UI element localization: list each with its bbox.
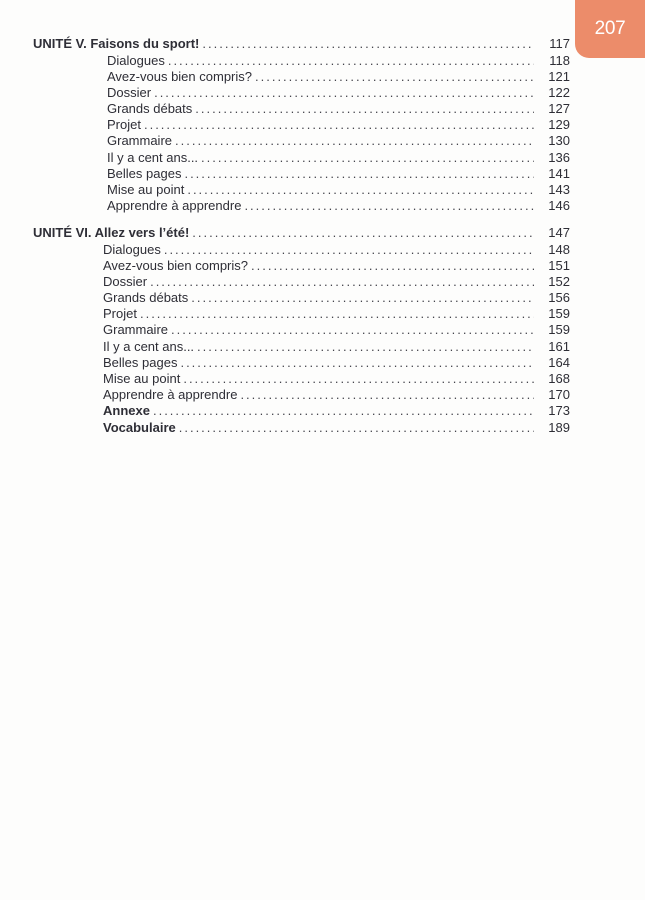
toc-unit-6	[33, 224, 570, 436]
toc-page-number: 168	[548, 371, 570, 386]
toc-leader-dots	[184, 166, 534, 182]
toc-leader-dots	[240, 387, 534, 403]
toc-page-number: 129	[548, 117, 570, 133]
toc-leader-dots	[192, 224, 534, 240]
toc-entry[interactable]	[33, 290, 570, 306]
toc-entry-label: Apprendre à apprendre	[103, 387, 238, 403]
toc-leader-dots	[144, 117, 534, 133]
toc-page-number: 156	[548, 290, 570, 306]
toc-entry-label: Projet	[107, 117, 141, 133]
toc-entry-label: Grammaire	[103, 322, 169, 338]
toc-entry-label: Belles pages	[103, 354, 178, 370]
toc-leader-dots	[171, 322, 534, 338]
toc-page-number: 136	[548, 149, 570, 165]
toc-entry[interactable]	[33, 322, 570, 338]
toc-leader-dots	[187, 182, 534, 198]
toc-entry-label: Dialogues	[107, 52, 165, 68]
toc-entry-label: Belles pages	[107, 165, 182, 181]
toc-entry-label: Dialogues	[103, 241, 161, 257]
toc-entry-label: Annexe	[103, 403, 150, 419]
toc-leader-dots	[175, 133, 534, 149]
toc-entry-label: Grands débats	[103, 290, 189, 306]
toc-leader-dots	[197, 339, 534, 355]
page-number: 207	[594, 18, 626, 39]
toc-entry-label: Dossier	[103, 273, 148, 289]
toc-page-number: 122	[548, 84, 570, 100]
toc-entry-label: Grammaire	[107, 133, 173, 149]
toc-unit-heading[interactable]	[33, 224, 570, 242]
toc-unit-5	[33, 35, 570, 214]
toc-page-number: 164	[548, 354, 570, 370]
toc-page-number: 161	[548, 338, 570, 354]
toc-unit-heading[interactable]	[33, 35, 570, 53]
toc-entry[interactable]	[33, 117, 570, 133]
toc-entry[interactable]	[33, 306, 570, 322]
toc-entry[interactable]	[33, 182, 570, 198]
toc-entry-label: Il y a cent ans...	[103, 338, 195, 354]
toc-leader-dots	[201, 150, 534, 166]
toc-leader-dots	[202, 35, 534, 51]
toc-page-number: 159	[548, 306, 570, 322]
toc-entry[interactable]	[33, 371, 570, 387]
toc-entry-label: Mise au point	[103, 371, 181, 386]
toc-entry[interactable]	[33, 387, 570, 403]
toc-entry-label: Dossier	[107, 84, 152, 100]
toc-page-number: 189	[548, 419, 570, 435]
toc-entry[interactable]	[33, 355, 570, 371]
toc-entry-label: Apprendre à apprendre	[107, 198, 242, 214]
toc-unit-title: UNITÉ VI. Allez vers l’été!	[33, 225, 190, 240]
toc-page-number: 147	[548, 225, 570, 240]
toc-entry[interactable]	[33, 133, 570, 149]
toc-entry-label: Mise au point	[107, 182, 185, 197]
toc-leader-dots	[168, 53, 534, 69]
toc-page-number: 121	[548, 68, 570, 84]
toc-page-number: 118	[549, 52, 570, 68]
toc-entry[interactable]	[33, 85, 570, 101]
toc-entry-annexe[interactable]	[33, 403, 570, 419]
toc-page-number: 141	[548, 165, 570, 181]
toc-page-number: 151	[548, 257, 570, 273]
toc-page-number: 170	[548, 387, 570, 403]
toc-entry-label: Avez-vous bien compris?	[107, 68, 252, 84]
toc-leader-dots	[191, 290, 534, 306]
toc-page-number: 143	[548, 182, 570, 197]
toc-page-number: 152	[548, 273, 570, 289]
toc-leader-dots	[183, 371, 534, 387]
toc-entry[interactable]	[33, 198, 570, 214]
toc-entry[interactable]	[33, 274, 570, 290]
toc-page-number: 127	[548, 101, 570, 117]
toc-entry[interactable]	[33, 101, 570, 117]
page-number-tab	[575, 0, 645, 58]
toc-entry[interactable]	[33, 150, 570, 166]
toc-entry-label: Projet	[103, 306, 137, 322]
toc-leader-dots	[140, 306, 534, 322]
toc-leader-dots	[255, 69, 534, 85]
toc-unit-title: UNITÉ V. Faisons du sport!	[33, 36, 200, 51]
toc-entry[interactable]	[33, 339, 570, 355]
toc-entry-label: Avez-vous bien compris?	[103, 257, 248, 273]
toc-page-number: 148	[548, 241, 570, 257]
toc-leader-dots	[251, 258, 534, 274]
toc-entry-vocabulaire[interactable]	[33, 420, 570, 436]
toc-entry-label: Il y a cent ans...	[107, 149, 199, 165]
toc-entry[interactable]	[33, 69, 570, 85]
toc-page-number: 159	[548, 322, 570, 338]
toc-leader-dots	[195, 101, 534, 117]
toc-leader-dots	[179, 420, 534, 436]
toc-leader-dots	[150, 274, 534, 290]
toc-leader-dots	[154, 85, 534, 101]
toc-page-number: 117	[549, 36, 570, 51]
toc-entry-label: Vocabulaire	[103, 419, 176, 435]
toc-entry[interactable]	[33, 258, 570, 274]
toc-page-number: 130	[548, 133, 570, 149]
toc-leader-dots	[164, 242, 534, 258]
toc-entry[interactable]	[33, 242, 570, 258]
toc-entry[interactable]	[33, 53, 570, 69]
toc-leader-dots	[153, 403, 534, 419]
toc-leader-dots	[244, 198, 534, 214]
toc-page-number: 146	[548, 198, 570, 214]
toc-leader-dots	[180, 355, 534, 371]
toc-entry[interactable]	[33, 166, 570, 182]
toc-page-number: 173	[548, 403, 570, 419]
toc-entry-label: Grands débats	[107, 101, 193, 117]
